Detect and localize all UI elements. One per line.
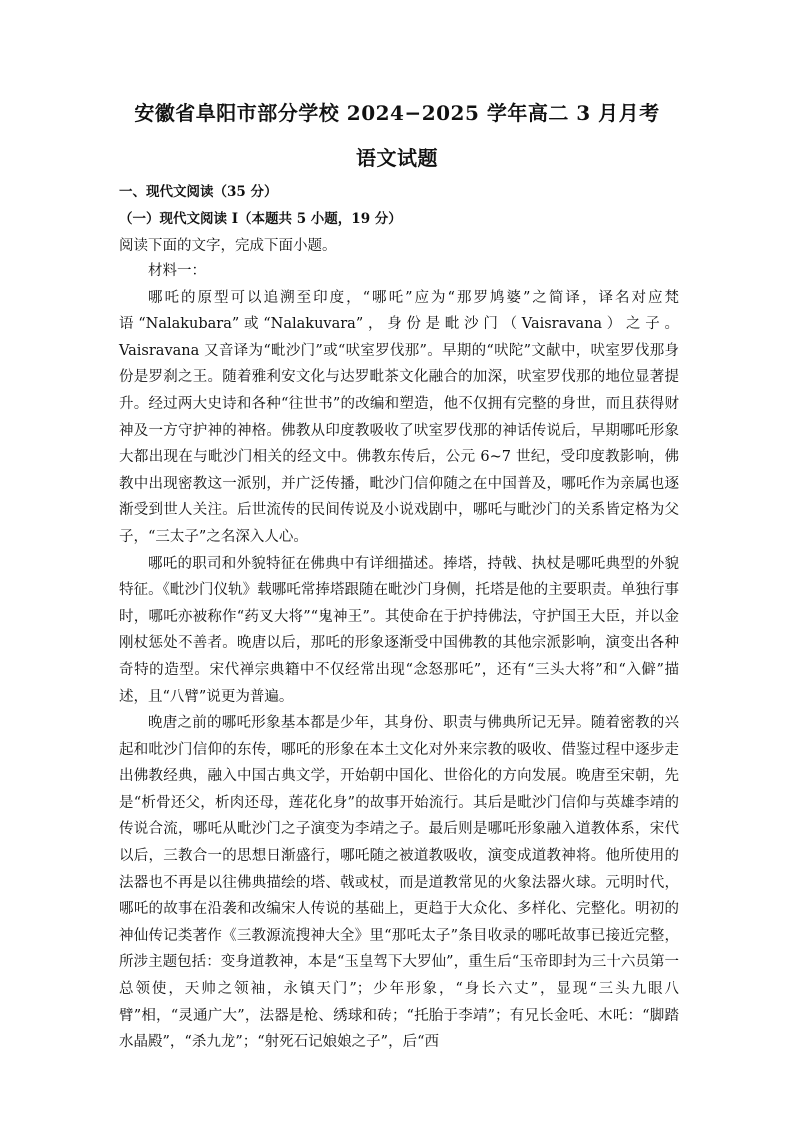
- section-heading: 一、现代文阅读（35 分）: [119, 184, 278, 200]
- paragraph: 晚唐之前的哪吒形象基本都是少年，其身份、职责与佛典所记无异。随着密教的兴起和吡沙门信仰的东传，哪吒的形象在本土文化对外来宗教的吸收、借鉴过程中逐步走出佛教经典，融入中国古典文学，开始朝中国化、世俗化的方向发展。晚唐至宋朝，先是“析骨还父，析肉还母，莲花化身”的故事开始流行。其后是毗沙门信仰与英雄李靖的传说合流，哪吒从毗沙门之子演变为李靖之子。最后则是哪吒形象融入道教体系，宋代以后，三教合一的思想日渐盛行，哪吒随之被道教吸收，演变成道教神将。他所使用的法器也不再是以往佛典描绘的塔、戟或杖，而是道教常见的火象法器火球。元明时代，哪吒的故事在沿袭和改编宋人传说的基础上，更趋于大众化、多样化、完整化。明初的神仙传记类著作《三教源流搜神大全》里“那吒太子”条目收录的哪吒故事已接近完整，所涉主题包括：变身道教神，本是“玉皇驾下大罗仙”，重生后“玉帝即封为三十六员第一总领使，天帅之领袖，永镇天门”；少年形象，“身长六丈”，显现“三头九眼八臂”相，“灵通广大”，法器是枪、绣球和砖；“托胎于李靖”；有兄长金吒、木吒：“脚踏水晶殿”，“杀九龙”；“射死石记娘娘之子”，后“西: [119, 715, 679, 1051]
- paragraph: 哪吒的职司和外貌特征在佛典中有详细描述。捧塔，持戟、执杖是哪吒典型的外貌特征。《毗沙门仪轨》载哪吒常捧塔跟随在毗沙门身侧，托塔是他的主要职责。单独行事时，哪吒亦被称作“药叉大将”“鬼神王”。其使命在于护持佛法，守护国王大臣，并以金刚杖惩处不善者。晚唐以后，那吒的形象逐渐受中国佛教的其他宗派影响，演变出各种奇特的造型。宋代禅宗典籍中不仅经常出现“念怒那吒”，还有“三头大将”和“入僻”描述，且“八臂”说更为普遍。: [119, 555, 679, 705]
- passage-body: [119, 258, 679, 1056]
- exam-title: 安徽省阜阳市部分学校 2024−2025 学年高二 3 月月考: [134, 101, 660, 125]
- material-label: 材料一：: [148, 263, 206, 279]
- paragraph: 哪吒的原型可以追溯至印度，“哪吒”应为“那罗鸠婆”之简译，译名对应梵语“Nalakubara”或“Nalakuvara”，身份是毗沙门（Vaisravana）之子。Vaisravana 又音译为“毗沙门”或“吠室罗伐那”。早期的“吠陀”文献中，吠室罗伐那身份是罗刹之王。随着雅利安文化与达罗毗茶文化融合的加深，吠室罗伐那的地位显著提升。经过两大史诗和各种“往世书”的改编和塑造，他不仅拥有完整的身世，而且获得财神及一方守护神的神格。佛教从印度教吸收了吠室罗伐那的神话传说后，早期哪吒形象大都出现在与毗沙门相关的经文中。佛教东传后，公元 6~7 世纪，受印度教影响，佛教中出现密教这一派别，并广泛传播，毗沙门信仰随之在中国普及，哪吒作为亲属也逐渐受到世人关注。后世流传的民间传说及小说戏剧中，哪吒与毗沙门的关系皆定格为父子，“三太子”之名深入人心。: [119, 289, 679, 545]
- exam-subtitle: 语文试题: [356, 146, 438, 170]
- instruction-text: 阅读下面的文字，完成下面小题。: [119, 238, 337, 254]
- subsection-heading: （一）现代文阅读 I（本题共 5 小题，19 分）: [119, 211, 402, 227]
